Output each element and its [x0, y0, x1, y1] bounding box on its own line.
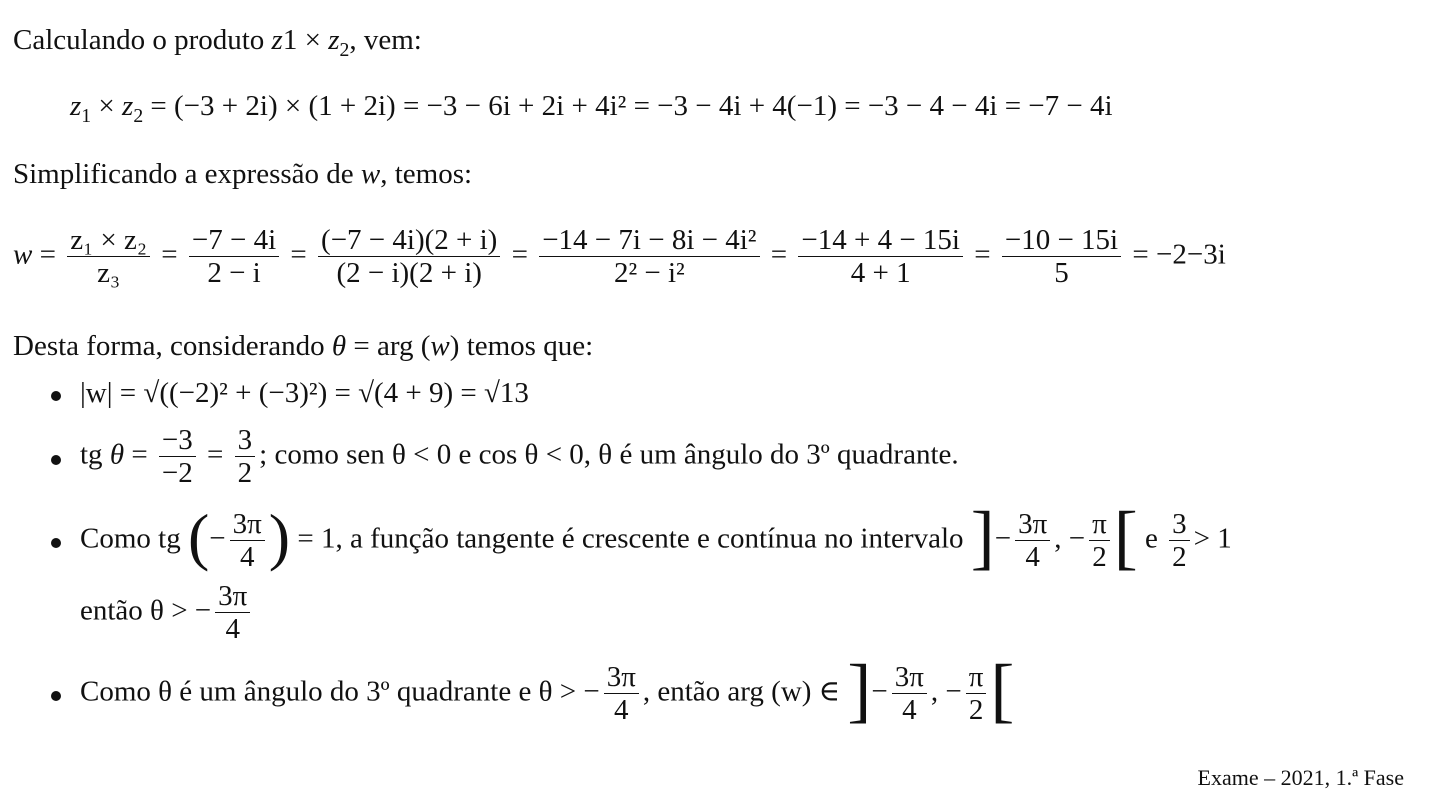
fraction-4: $\frac{\text{−14 − 7i − 8i − 4i²}}{\text{2² − i²}}$ — [539, 224, 759, 290]
fraction-5: $\frac{-14 + 4 - 15i}{4 + 1}$ — [798, 224, 963, 290]
conclusion-text-b: , então arg (w) ∈ — [642, 675, 841, 708]
tg-arg-fraction: $\frac{3\pi}{4}$ — [230, 508, 265, 574]
three-halves-fraction: $\frac{3}{2}$ — [1169, 508, 1190, 574]
e-text: e — [1145, 522, 1158, 555]
fraction-3: $\frac{(-7 - 4i)(2 + i)}{(2 - i)(2 + i)}$ — [318, 224, 500, 290]
fraction-6: $\frac{-10 - 15i}{5}$ — [1002, 224, 1121, 290]
monotonic-line: Como tg (− $\frac{3\pi}{4}$ ) = 1, a função tangente é crescente e contínua no intervalo ]− $\frac{3\pi}{4}$ , − $\frac{\pi}{2}$ [ e $\frac{3}{2}$ > 1 — [80, 496, 1232, 577]
bullet-dot-3 — [51, 538, 61, 548]
entao-text: então θ > — [80, 594, 188, 627]
bullet-dot-2 — [51, 455, 61, 465]
greater-one-text: > 1 — [1193, 522, 1232, 555]
conclusion-line: Como θ é um ângulo do 3º quadrante e θ > − $\frac{3\pi}{4}$ , então arg (w) ∈ ]− $\frac{3\pi}{4}$ , − $\frac{\pi}{2}$ [ — [80, 649, 1015, 730]
simplify-line: Simplificando a expressão de w, temos: — [13, 158, 473, 190]
monotonic-text: = 1, a função tangente é crescente e contínua no intervalo — [297, 522, 964, 555]
simplify-text-b: , temos: — [380, 158, 473, 190]
modulus-line — [80, 377, 529, 410]
tg-fraction-2: $\frac{3}{2}$ — [235, 424, 256, 490]
conclusion-right-fraction: $\frac{\pi}{2}$ — [966, 661, 987, 727]
interval-left-fraction: $\frac{3\pi}{4}$ — [1015, 508, 1050, 574]
theta-bound-fraction: $\frac{3\pi}{4}$ — [215, 580, 250, 646]
conclusion-text-a: Como θ é um ângulo do 3º quadrante e θ > — [80, 675, 577, 708]
conclusion-bound-fraction: $\frac{3\pi}{4}$ — [604, 661, 639, 727]
tangent-line: tg θ = $\frac{-3}{-2}$ = $\frac{3}{2}$ ; como sen θ < 0 e cos θ < 0, θ é um ângulo do 3º quadrante. — [80, 424, 959, 490]
intro-text-a: Calculando o produto — [13, 24, 272, 56]
w-equation: w = $\frac{\text{z₁ × z₂}}{\text{z₃}}$ = $\frac{-7 - 4i}{2 - i}$ = $\frac{(-7 - 4i)(2 + i)}{(2 - i)(2 + i)}$ = $\frac{\text{−14 − 7i − 8i − 4i²}}{\text{2² − i²}}$ = $\frac{-14 + 4 - 15i}{4 + 1}$ = $\frac{-10 - 15i}{5}$ = −2−3i — [13, 224, 1226, 290]
consider-text-b: temos que: — [459, 330, 594, 362]
modulus-expression: |w| = √((−2)² + (−3)²) = √(4 + 9) = √13 — [80, 377, 529, 409]
consider-text-a: Desta forma, considerando — [13, 330, 332, 362]
w-result: = −2−3i — [1132, 238, 1226, 271]
fraction-2: $\frac{-7 - 4i}{2 - i}$ — [189, 224, 279, 290]
exam-citation: Exame – 2021, 1.ª Fase — [1197, 765, 1404, 790]
product-expression: = (−3 + 2i) × (1 + 2i) = −3 − 6i + 2i + 4i² = −3 − 4i + 4(−1) = −3 − 4 − 4i = −7 − 4i — [150, 90, 1113, 122]
tg-fraction-1: $\frac{-3}{-2}$ — [159, 424, 196, 490]
simplify-text-a: Simplificando a expressão de — [13, 158, 361, 190]
interval-right-fraction: $\frac{\pi}{2}$ — [1089, 508, 1110, 574]
conclusion-left-fraction: $\frac{3\pi}{4}$ — [892, 661, 927, 727]
fraction-1: $\frac{\text{z₁ × z₂}}{\text{z₃}}$ — [67, 224, 150, 290]
intro-text-b: , vem: — [349, 24, 422, 56]
quadrant-text: ; como sen θ < 0 e cos θ < 0, θ é um ângulo do 3º quadrante. — [259, 438, 959, 471]
como-tg-text: Como tg — [80, 522, 181, 555]
bullet-dot-4 — [51, 691, 61, 701]
product-equation: $z_1 \times z_2 = (-3 + 2i) \times (1 + 2i) = -3 - 6i + 2i + 4i^2 = -3 - 4i + 4(-1) = -3 - 4 - 4i = -7 - 4i$ — [70, 90, 1113, 127]
z1-var: z — [271, 24, 283, 56]
consider-line: Desta forma, considerando θ = arg (w) temos que: — [13, 330, 594, 362]
bullet-dot-1 — [51, 391, 61, 401]
intro-line: Calculando o produto $z1 \times z_2$, vem: — [13, 24, 422, 61]
monotonic-line-cont: então θ > − $\frac{3\pi}{4}$ — [80, 580, 254, 646]
